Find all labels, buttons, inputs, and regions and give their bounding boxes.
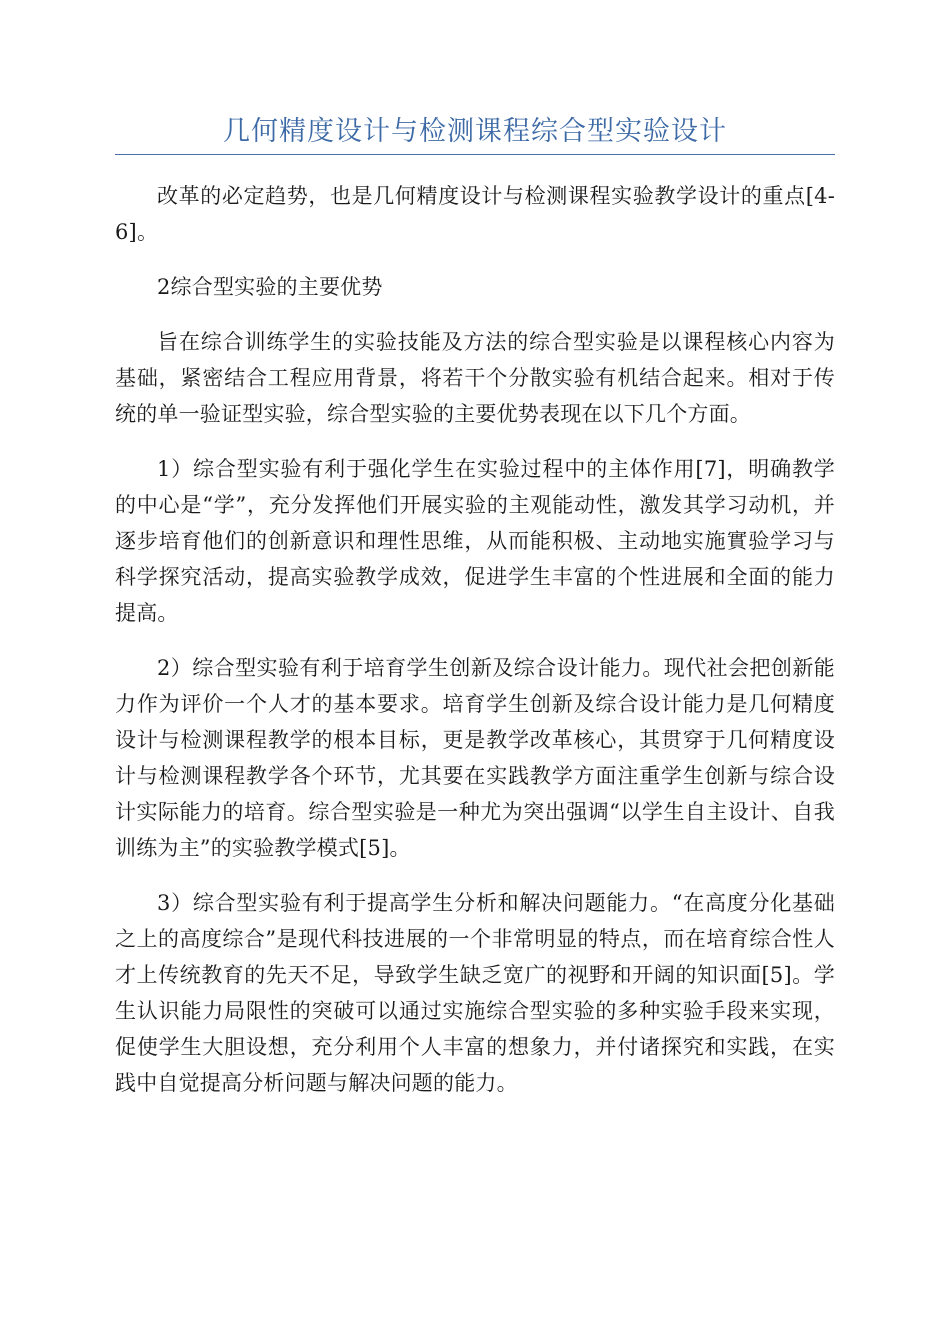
section-heading: 2综合型实验的主要优势: [157, 275, 383, 299]
document-body: [115, 178, 835, 1120]
paragraph-intro: 旨在综合训练学生的实验技能及方法的综合型实验是以课程核心内容为基础，紧密结合工程应用背景，将若干个分散实验有机结合起来。相对于传统的单一验证型实验，综合型实验的主要优势表现在以下几个方面。: [115, 330, 835, 426]
paragraph-continuation: 改革的必定趋势，也是几何精度设计与检测课程实验教学设计的重点[4-6]。: [115, 184, 835, 244]
paragraph-advantage-1: 1）综合型实验有利于强化学生在实验过程中的主体作用[7]，明确教学的中心是“学”，充分发挥他们开展实验的主观能动性，激发其学习动机，并逐步培育他们的创新意识和理性思维，从而能积极、主动地实施實验学习与科学探究活动，提高实验教学成效，促进学生丰富的个性进展和全面的能力提高。: [115, 457, 835, 625]
document-title: 几何精度设计与检测课程综合型实验设计: [223, 116, 727, 147]
paragraph-advantage-2: 2）综合型实验有利于培育学生创新及综合设计能力。现代社会把创新能力作为评价一个人才的基本要求。培育学生创新及综合设计能力是几何精度设计与检测课程教学的根本目标，更是教学改革核心，其贯穿于几何精度设计与检测课程教学各个环节，尤其要在实践教学方面注重学生创新与综合设计实际能力的培育。综合型实验是一种尤为突出强调“以学生自主设计、自我训练为主”的实验教学模式[5]。: [115, 656, 835, 860]
paragraph-advantage-3: 3）综合型实验有利于提高学生分析和解决问题能力。“在高度分化基础之上的高度综合”是现代科技进展的一个非常明显的特点，而在培育综合性人才上传统教育的先天不足，导致学生缺乏宽广的视野和开阔的知识面[5]。学生认识能力局限性的突破可以通过实施综合型实验的多种实验手段来实现，促使学生大胆设想，充分利用个人丰富的想象力，并付诸探究和实践，在实践中自觉提高分析问题与解决问题的能力。: [115, 891, 835, 1095]
header-divider: [115, 154, 835, 155]
page-header: [115, 112, 835, 152]
